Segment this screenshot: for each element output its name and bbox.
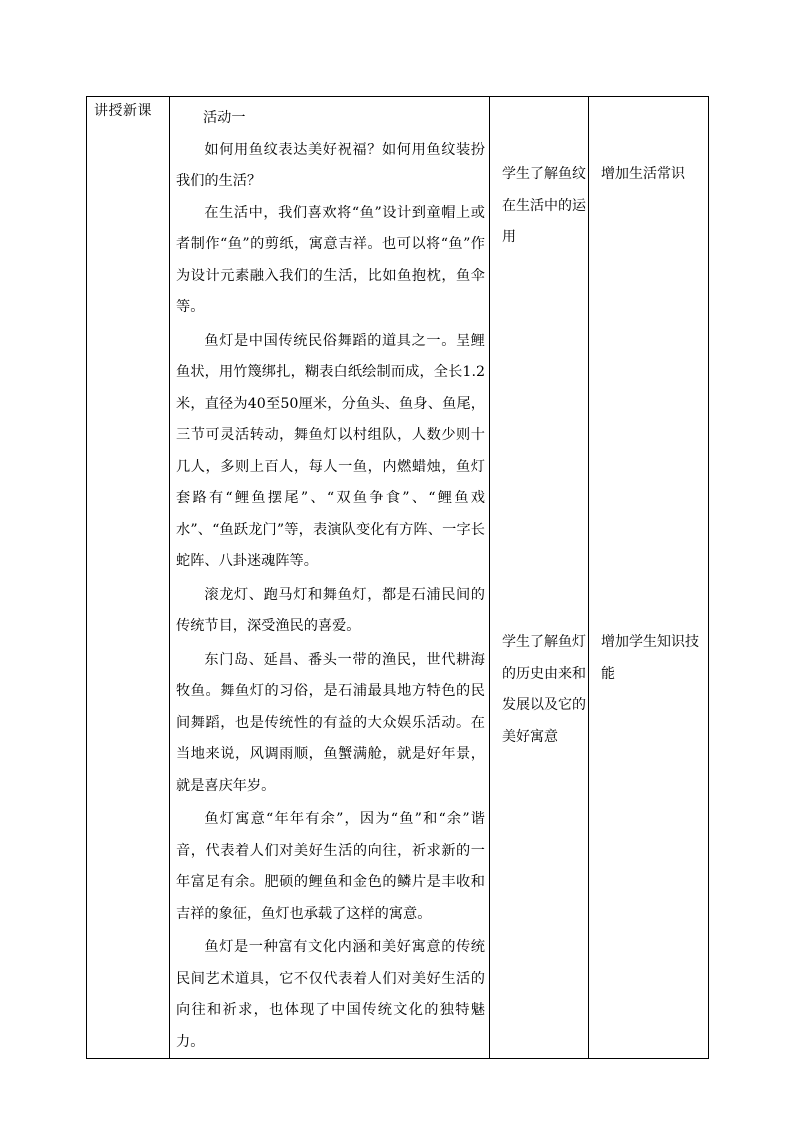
table-row <box>87 97 709 1059</box>
lesson-plan-table <box>86 96 709 1059</box>
content-paragraph: 东门岛、延昌、番头一带的渔民，世代耕海牧鱼。舞鱼灯的习俗，是石浦最具地方特色的民间舞蹈，也是传统性的有益的大众娱乐活动。在当地来说，风调雨顺，鱼蟹满舱，就是好年景，就是喜庆年岁。 <box>176 651 485 794</box>
content-paragraph: 在生活中，我们喜欢将“鱼”设计到童帽上或者制作“鱼”的剪纸，寓意吉祥。也可以将“鱼”作为设计元素融入我们的生活，比如鱼抱枕，鱼伞等。 <box>176 204 485 315</box>
design-intent-note: 增加生活常识 <box>601 166 685 182</box>
student-activity-note: 学生了解鱼纹在生活中的运用 <box>502 166 586 245</box>
stage-label: 讲授新课 <box>94 103 152 119</box>
design-intent-note: 增加学生知识技能 <box>601 634 699 682</box>
content-cell <box>170 97 490 1059</box>
design-intent-cell <box>589 97 709 1059</box>
stage-cell <box>87 97 170 1059</box>
activity-title: 活动一 <box>202 110 246 126</box>
content-paragraph: 鱼灯是一种富有文化内涵和美好寓意的传统民间艺术道具，它不仅代表着人们对美好生活的向往和祈求，也体现了中国传统文化的独特魅力。 <box>176 939 485 1050</box>
content-paragraph: 鱼灯是中国传统民俗舞蹈的道具之一。呈鲤鱼状，用竹篾绑扎，糊表白纸绘制而成，全长1.2米，直径为40至50厘米，分鱼头、鱼身、鱼尾，三节可灵活转动，舞鱼灯以村组队，人数少则十几人，多则上百人，每人一鱼，内燃蜡烛，鱼灯套路有“鲤鱼摆尾”、“双鱼争食”、“鲤鱼戏水”、“鱼跃龙门”等，表演队变化有方阵、一字长蛇阵、八卦迷魂阵等。 <box>176 332 485 569</box>
content-paragraph: 如何用鱼纹表达美好祝福？如何用鱼纹装扮我们的生活？ <box>176 141 485 189</box>
student-activity-cell <box>490 97 589 1059</box>
student-activity-note: 学生了解鱼灯的历史由来和发展以及它的美好寓意 <box>502 634 586 745</box>
content-paragraph: 滚龙灯、跑马灯和舞鱼灯，都是石浦民间的传统节目，深受渔民的喜爱。 <box>176 586 485 634</box>
teaching-content <box>170 97 489 1058</box>
content-paragraph: 鱼灯寓意“年年有余”，因为“鱼”和“余”谐音，代表着人们对美好生活的向往，祈求新的一年富足有余。肥硕的鲤鱼和金色的鳞片是丰收和吉祥的象征，鱼灯也承载了这样的寓意。 <box>176 811 485 922</box>
